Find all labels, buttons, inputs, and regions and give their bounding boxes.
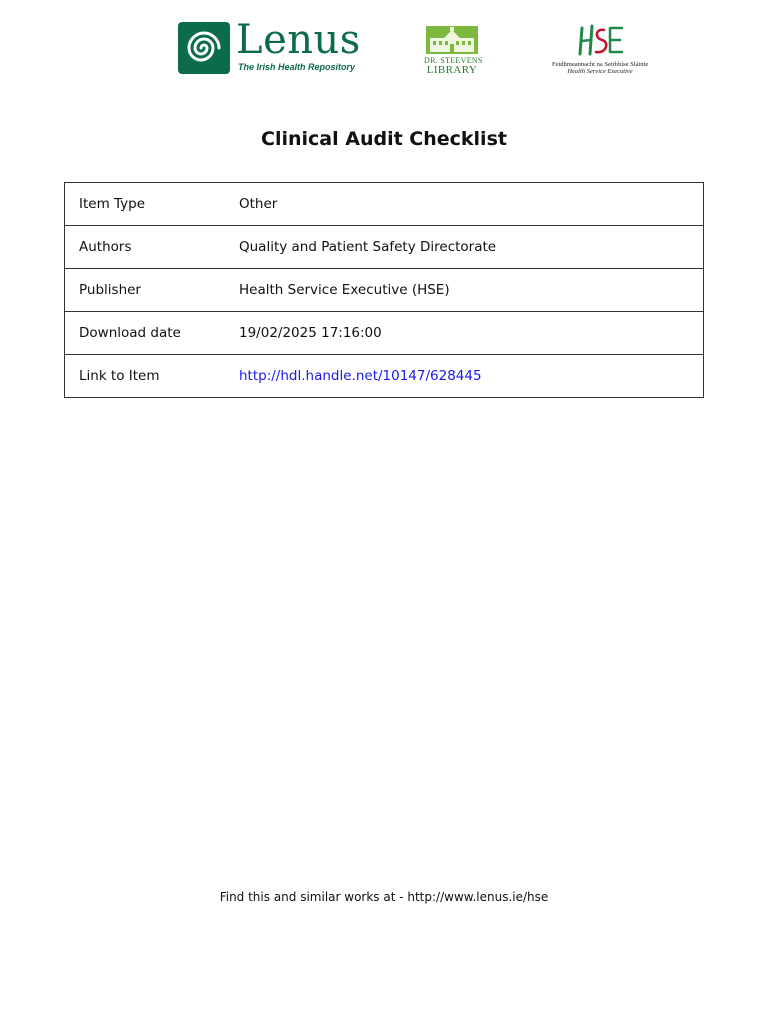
table-row-authors <box>65 226 704 269</box>
table-row-download-date <box>65 312 704 355</box>
table-row-item-type <box>65 183 704 226</box>
item-type-value: Other <box>239 183 704 226</box>
item-handle-link[interactable]: http://hdl.handle.net/10147/628445 <box>239 368 482 384</box>
lenus-wordmark: Lenus <box>236 17 361 63</box>
table-row-publisher <box>65 269 704 312</box>
lenus-tagline: The Irish Health Repository <box>238 62 356 72</box>
hse-irish-name: Feidhmeannacht na Seirbhíse Sláinte <box>552 61 649 68</box>
lenus-logo[interactable] <box>178 17 361 76</box>
lenus-spiral-icon <box>178 22 230 74</box>
download-date-label: Download date <box>65 312 240 355</box>
hse-english-name: Health Service Executive <box>567 68 633 75</box>
publisher-label: Publisher <box>65 269 240 312</box>
link-to-item-label: Link to Item <box>65 355 240 398</box>
hse-logo[interactable] <box>552 22 648 78</box>
footer-note: Find this and similar works at - http://www.lenus.ie/hse <box>219 890 549 904</box>
library-name-line1: DR. STEEVENS <box>424 56 483 65</box>
hse-mark-icon <box>552 22 648 60</box>
library-building-icon <box>424 24 480 56</box>
header-logos <box>0 17 768 78</box>
link-to-item-cell <box>239 355 704 398</box>
library-logo[interactable] <box>424 24 483 76</box>
table-row-link <box>65 355 704 398</box>
publisher-value: Health Service Executive (HSE) <box>239 269 704 312</box>
library-name-line2: LIBRARY <box>426 64 478 76</box>
authors-value: Quality and Patient Safety Directorate <box>239 226 704 269</box>
document-title: Clinical Audit Checklist <box>261 128 507 150</box>
item-type-label: Item Type <box>65 183 240 226</box>
authors-label: Authors <box>65 226 240 269</box>
download-date-value: 19/02/2025 17:16:00 <box>239 312 704 355</box>
metadata-table <box>64 182 704 398</box>
